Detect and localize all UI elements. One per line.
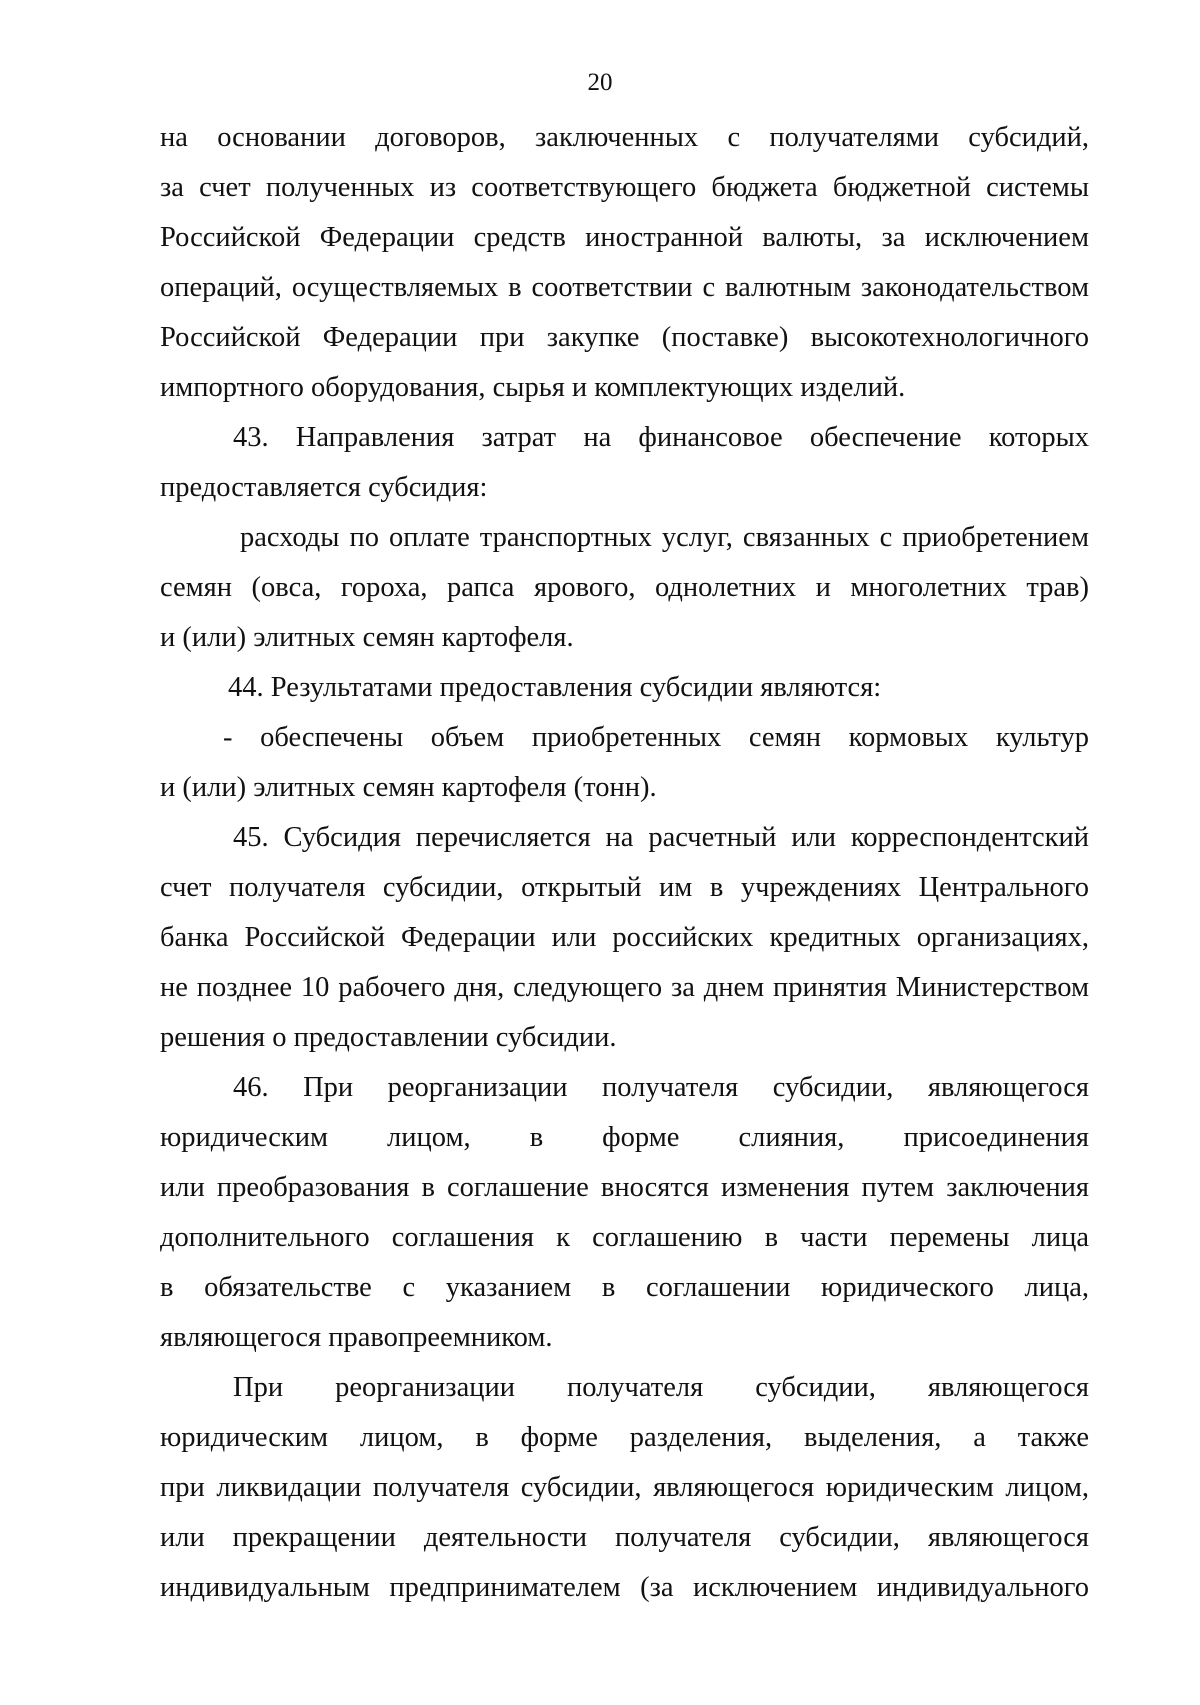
text-line: юридическим лицом, в форме слияния, присоединения (160, 1122, 1089, 1153)
text-line: импортного оборудования, сырья и комплектующих изделий. (160, 372, 906, 403)
text-line: индивидуальным предпринимателем (за исключением индивидуального (160, 1572, 1089, 1603)
paragraph-46-line: 46. При реорганизации получателя субсидии, являющегося (233, 1072, 1089, 1103)
text-line: и (или) элитных семян картофеля. (160, 622, 574, 653)
paragraph-43-line: 43. Направления затрат на финансовое обеспечение которых (233, 422, 1089, 453)
document-body (160, 113, 1089, 1613)
text-line: решения о предоставлении субсидии. (160, 1022, 617, 1053)
text-line: и (или) элитных семян картофеля (тонн). (160, 772, 657, 803)
text-line: Российской Федерации средств иностранной валюты, за исключением (160, 222, 1089, 253)
text-line: предоставляется субсидия: (160, 472, 488, 503)
text-line: банка Российской Федерации или российских кредитных организациях, (160, 922, 1089, 953)
text-line: операций, осуществляемых в соответствии с валютным законодательством (160, 272, 1089, 303)
text-line: юридическим лицом, в форме разделения, выделения, а также (160, 1422, 1089, 1453)
page-number: 20 (587, 69, 613, 96)
text-line: за счет полученных из соответствующего бюджета бюджетной системы (160, 172, 1089, 203)
text-line: или прекращении деятельности получателя субсидии, являющегося (160, 1522, 1089, 1553)
text-line: семян (овса, гороха, рапса ярового, однолетних и многолетних трав) (160, 572, 1089, 603)
text-line: дополнительного соглашения к соглашению в части перемены лица (160, 1222, 1089, 1253)
text-line: или преобразования в соглашение вносятся изменения путем заключения (160, 1172, 1089, 1203)
text-line: являющегося правопреемником. (160, 1322, 553, 1353)
paragraph-45-line: 45. Субсидия перечисляется на расчетный или корреспондентский (233, 822, 1089, 853)
text-line: при ликвидации получателя субсидии, являющегося юридическим лицом, (160, 1472, 1089, 1503)
paragraph-line: При реорганизации получателя субсидии, являющегося (233, 1372, 1089, 1403)
text-line: на основании договоров, заключенных с получателями субсидий, (160, 122, 1089, 153)
text-line: в обязательстве с указанием в соглашении юридического лица, (160, 1272, 1089, 1303)
list-item-line: - обеспечены объем приобретенных семян кормовых культур (223, 722, 1089, 753)
text-line: Российской Федерации при закупке (поставке) высокотехнологичного (160, 322, 1089, 353)
text-line: счет получателя субсидии, открытый им в учреждениях Центрального (160, 872, 1089, 903)
paragraph-44-line: 44. Результатами предоставления субсидии являются: (228, 672, 882, 703)
text-line: не позднее 10 рабочего дня, следующего за днем принятия Министерством (160, 972, 1089, 1003)
paragraph-line: расходы по оплате транспортных услуг, связанных с приобретением (240, 522, 1089, 553)
